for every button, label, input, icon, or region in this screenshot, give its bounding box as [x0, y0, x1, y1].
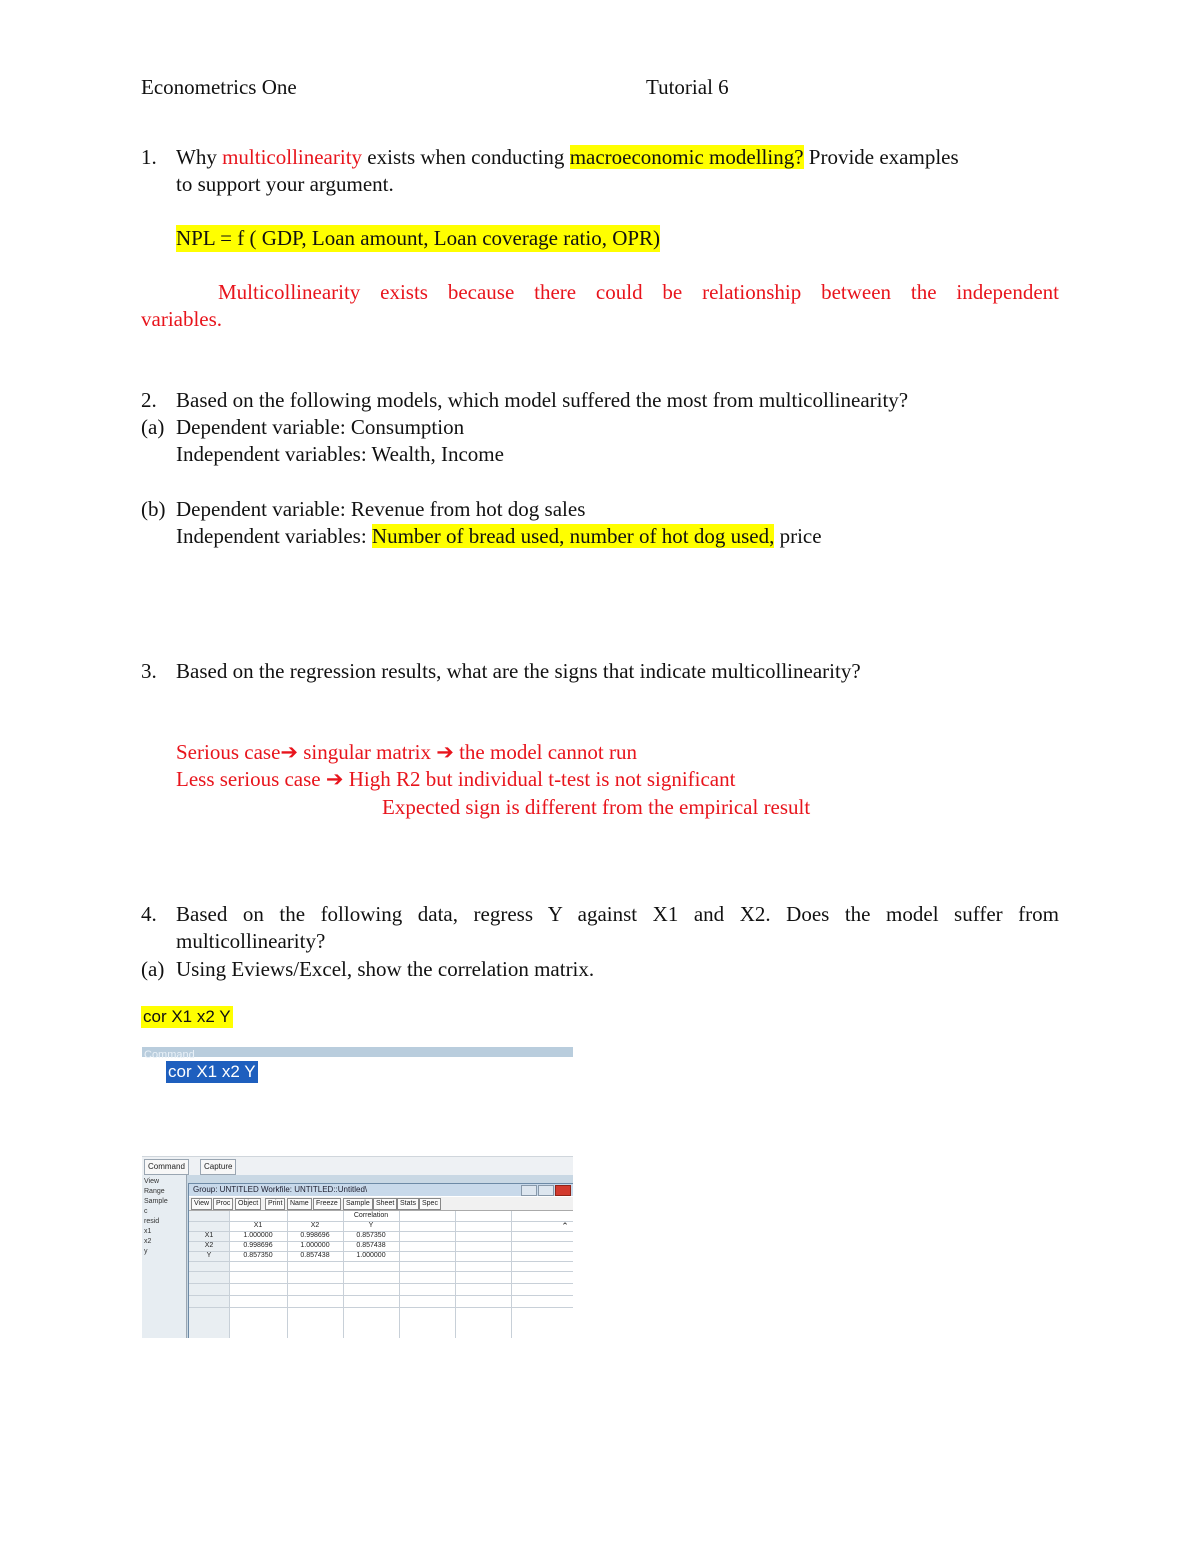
q2-question: Based on the following models, which model suffered the most from multicollinearity? — [176, 388, 909, 412]
q1-formula: NPL = f ( GDP, Loan amount, Loan coverage ratio, OPR) — [176, 226, 661, 250]
col-header-x2: X2 — [310, 1222, 320, 1229]
workfile-object-x2[interactable]: x2 — [144, 1238, 152, 1245]
group-proc-button[interactable]: Proc — [213, 1198, 233, 1210]
q3-a1-t2: singular matrix — [298, 740, 437, 764]
q2b-ind-prefix: Independent variables: — [176, 524, 372, 548]
group-stats-button[interactable]: Stats — [397, 1198, 419, 1210]
q4-command-text: cor X1 x2 Y — [143, 1007, 231, 1026]
q3-answer-less-serious — [176, 766, 735, 793]
tab-capture[interactable]: Capture — [200, 1159, 236, 1175]
table-cell[interactable]: 1.000000 — [243, 1232, 273, 1239]
q1-keyword: multicollinearity — [222, 145, 363, 169]
group-window-titlebar — [189, 1184, 573, 1196]
table-cell[interactable]: 0.857438 — [300, 1252, 330, 1259]
q2b-dependent: Dependent variable: Revenue from hot dog sales — [176, 497, 586, 521]
group-sample-button[interactable]: Sample — [343, 1198, 373, 1210]
q1-text-c: Provide examples — [803, 145, 959, 169]
close-icon[interactable] — [555, 1185, 571, 1196]
q3-number: 3. — [141, 659, 157, 683]
table-cell[interactable]: 0.857350 — [243, 1252, 273, 1259]
window-controls — [520, 1185, 571, 1195]
workfile-pane — [142, 1175, 187, 1338]
arrow-right-icon: ➔ — [280, 740, 298, 764]
col-header-x1: X1 — [253, 1222, 263, 1229]
maximize-icon[interactable] — [538, 1185, 554, 1196]
q1-answer-line2: variables. — [141, 307, 223, 331]
row-header-x1: X1 — [204, 1232, 214, 1239]
table-cell[interactable]: 0.998696 — [300, 1232, 330, 1239]
table-title: Correlation — [353, 1212, 389, 1219]
q2b-label: (b) — [141, 497, 166, 521]
q2-number: 2. — [141, 388, 157, 412]
q1-number: 1. — [141, 145, 157, 169]
workfile-object-c[interactable]: c — [144, 1208, 148, 1215]
workfile-view[interactable]: View — [144, 1178, 160, 1185]
q2a-label: (a) — [141, 415, 165, 439]
group-sheet-button[interactable]: Sheet — [373, 1198, 397, 1210]
q1-question-line2: to support your argument. — [176, 172, 394, 196]
q3-a2-t1: Less serious case — [176, 767, 326, 791]
q4a-text: Using Eviews/Excel, show the correlation matrix. — [176, 957, 595, 981]
workfile-range: Range — [144, 1188, 165, 1195]
group-print-button[interactable]: Print — [265, 1198, 285, 1210]
q3-answer-serious — [176, 739, 637, 766]
q2a-dependent: Dependent variable: Consumption — [176, 415, 465, 439]
q2b-ind-highlight: Number of bread used, number of hot dog used, — [371, 524, 775, 548]
row-header-y: Y — [206, 1252, 212, 1259]
workfile-object-x1[interactable]: x1 — [144, 1228, 152, 1235]
group-window-title: Group: UNTITLED Workfile: UNTITLED::Untitled\ — [193, 1185, 368, 1194]
minimize-icon[interactable] — [521, 1185, 537, 1196]
header-tutorial: Tutorial 6 — [646, 75, 729, 99]
q2b-ind-suffix: price — [774, 524, 822, 548]
group-window — [188, 1183, 573, 1338]
workfile-object-y[interactable]: y — [144, 1248, 148, 1255]
table-cell[interactable]: 0.857350 — [356, 1232, 386, 1239]
table-cell[interactable]: 0.998696 — [243, 1242, 273, 1249]
command-tabbar — [142, 1156, 573, 1175]
command-window-title: Command — [144, 1049, 195, 1061]
group-view-button[interactable]: View — [191, 1198, 212, 1210]
group-spec-button[interactable]: Spec — [419, 1198, 441, 1210]
workfile-object-resid[interactable]: resid — [144, 1218, 160, 1225]
group-freeze-button[interactable]: Freeze — [313, 1198, 341, 1210]
scroll-up-icon[interactable]: ⌃ — [561, 1221, 569, 1231]
q3-answer-expected-sign: Expected sign is different from the empirical result — [382, 795, 811, 819]
arrow-right-icon: ➔ — [325, 767, 344, 791]
table-cell[interactable]: 1.000000 — [300, 1242, 330, 1249]
q1-text-a: Why — [176, 145, 223, 169]
q2b-independent — [176, 523, 822, 550]
group-object-button[interactable]: Object — [235, 1198, 261, 1210]
command-window-titlebar — [142, 1047, 573, 1061]
q1-answer-line1: Multicollinearity exists because there could be relationship between the independent — [218, 280, 1059, 304]
workfile-area — [142, 1175, 573, 1338]
q3-a1-t1: Serious case — [176, 740, 281, 764]
table-cell[interactable]: 0.857438 — [356, 1242, 386, 1249]
q4-question-line1: Based on the following data, regress Y against X1 and X2. Does the model suffer from — [176, 902, 1059, 926]
q1-highlight: macroeconomic modelling? — [569, 145, 804, 169]
group-toolbar — [189, 1197, 573, 1211]
header-course: Econometrics One — [141, 75, 297, 99]
q3-a2-t2: High R2 but individual t-test is not significant — [343, 767, 736, 791]
table-cell[interactable]: 1.000000 — [356, 1252, 386, 1259]
q4a-label: (a) — [141, 957, 165, 981]
q4-question-line2: multicollinearity? — [176, 929, 326, 953]
arrow-right-icon: ➔ — [436, 740, 454, 764]
tab-command[interactable]: Command — [144, 1159, 189, 1175]
col-header-y: Y — [368, 1222, 374, 1229]
correlation-table — [189, 1211, 573, 1338]
q3-a1-t3: the model cannot run — [453, 740, 637, 764]
eviews-screenshot — [142, 1047, 573, 1338]
q3-question: Based on the regression results, what are the signs that indicate multicollinearity? — [176, 659, 861, 683]
row-header-x2: X2 — [204, 1242, 214, 1249]
group-name-button[interactable]: Name — [287, 1198, 312, 1210]
q1-question-line1 — [176, 144, 1059, 171]
workfile-sample: Sample — [144, 1198, 168, 1205]
q4-number: 4. — [141, 902, 157, 926]
command-input-selected[interactable]: cor X1 x2 Y — [168, 1062, 256, 1081]
q2a-independent: Independent variables: Wealth, Income — [176, 442, 504, 466]
q1-text-b: exists when conducting — [362, 145, 570, 169]
